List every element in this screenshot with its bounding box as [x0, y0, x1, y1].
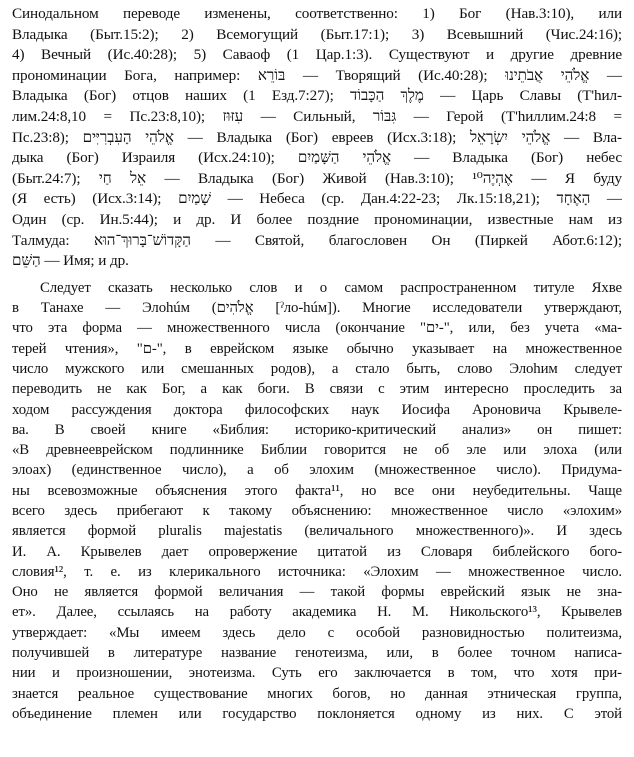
text-line: (Быт.24:7); אֵל חַי — Владыка (Бог) Живой (Нав.3:10); אֶהְיֶה¹⁰ — Я буду — [12, 169, 622, 187]
paragraph-divine-names — [12, 4, 622, 272]
text-line: ны всевозможные объяснения этого факта¹¹, но все они неубедительны. Чаще — [12, 482, 622, 499]
text-line: Талмуда: הַקָּדוֹשׁ־בָּרוּךְ־הוּא — Святой, благословен Он (Пиркей Абот.6:12); — [12, 231, 622, 249]
text-line: получившей в литературе название генотеизма, или, в более точном написа- — [12, 645, 622, 662]
text-line: Следует сказать несколько слов и о самом распространенном титуле Яхве — [40, 279, 622, 296]
text-line: Владыка (Бог) отцов наших (1 Езд.7:27); מֶלֶךְ הַכָּבוֹד — Царь Славы (Т'hил- — [12, 87, 622, 105]
text-line: прономинации Бога, например: בּוֹרֵא — Творящий (Ис.40:28); אֱלֹהֵי אֲבֹתֵינוּ — — [12, 66, 622, 84]
text-line: ва. В своей книге «Библия: историко-критический анализ» он пишет: — [12, 421, 622, 438]
text-line: является формой pluralis majestatis (величального множественного)». И здесь — [12, 523, 622, 540]
text-line: нии и произношении, энотеизма. Суть его заключается в том, что хотя при- — [12, 665, 622, 682]
text-line: лим.24:8,10 = Пс.23:8,10); עִזּוּז — Сильный, גִּבּוֹר — Герой (Т'hиллим.24:8 = — [12, 107, 622, 125]
text-line: И. А. Крывелев дает опровержение цитатой из Словаря библейского бого- — [12, 543, 622, 560]
text-line: Синодальном переводе изменены, соответственно: 1) Бог (Нав.3:10), или — [12, 5, 622, 22]
text-line: число мужского или смешанных родов), а стало быть, слово Элоhим следует — [12, 360, 622, 377]
text-line: Один (ср. Ин.5:44); и др. И более поздние прономинации, известные нам из — [12, 210, 622, 228]
text-line: ет». Далее, ссылаясь на работу академика Н. М. Никольского¹³, Крывелев — [12, 604, 622, 621]
text-line: объединение племен или государство поклоняется одному из них. С этой — [12, 705, 622, 722]
text-line: в Танахе — Элоhúм (אֱלֹהִים [ˀло-húм]). Многие исследователи утверждают, — [12, 300, 622, 317]
text-line: словия¹², т. е. из клерикального источника: «Элохим — множественное число. — [12, 563, 622, 580]
text-line: утверждает: «Мы имеем здесь дело с особой разновидностью политеизма, — [12, 624, 622, 641]
text-line: элоах) (единственное число), а об элохим (множественное число). Придума- — [12, 462, 622, 479]
text-line: Оно не является формой величания — такой формы еврейский язык не зна- — [12, 584, 622, 601]
text-line: «В древнееврейском подлиннике Библии говорится не об эле или элоха (или — [12, 442, 622, 459]
text-line: (Я есть) (Исх.3:14); שָׁמַיִם — Небеса (ср. Дан.4:22-23; Лк.15:18,21); הָאֶחָד — — [12, 190, 622, 208]
paragraph-elohim-title — [12, 278, 622, 725]
text-line: 4) Вечный (Ис.40:28); 5) Саваоф (1 Цар.1:3). Существуют и другие древние — [12, 46, 622, 64]
text-line: Владыка (Быт.15:2); 2) Всемогущий (Быт.17:1); 3) Всевышний (Чис.24:16); — [12, 25, 622, 43]
text-line: всего здесь прибегают к такому объяснению: множественное число «элохим» — [12, 502, 622, 519]
text-line: переводить не как Бог, а как боги. В связи с этим интересно проследить за — [12, 381, 622, 398]
text-line: что эта форма — множественного числа (окончание "ים-", или, без учета «ма- — [12, 320, 622, 337]
text-line: ходом рассуждения доктора философских наук Иосифа Ароновича Крывеле- — [12, 401, 622, 418]
text-line: Пс.23:8); אֱלֹהֵי הָעִבְרִיִּים — Владыка (Бог) евреев (Исх.3:18); אֱלֹהֵי יִשְׂרָאֵל — Вла- — [12, 128, 622, 146]
text-line: הַשֵּׁם — Имя; и др. — [12, 252, 129, 270]
text-line: знается реальное существование многих богов, но данная этническая группа, — [12, 685, 622, 702]
text-line: терей чтения», "ם-", в еврейском языке обычно указывает на множественное — [12, 340, 622, 357]
text-line: дыка (Бог) Израиля (Исх.24:10); אֱלֹהֵי הַשָּׁמַיִם — Владыка (Бог) небес — [12, 149, 622, 167]
